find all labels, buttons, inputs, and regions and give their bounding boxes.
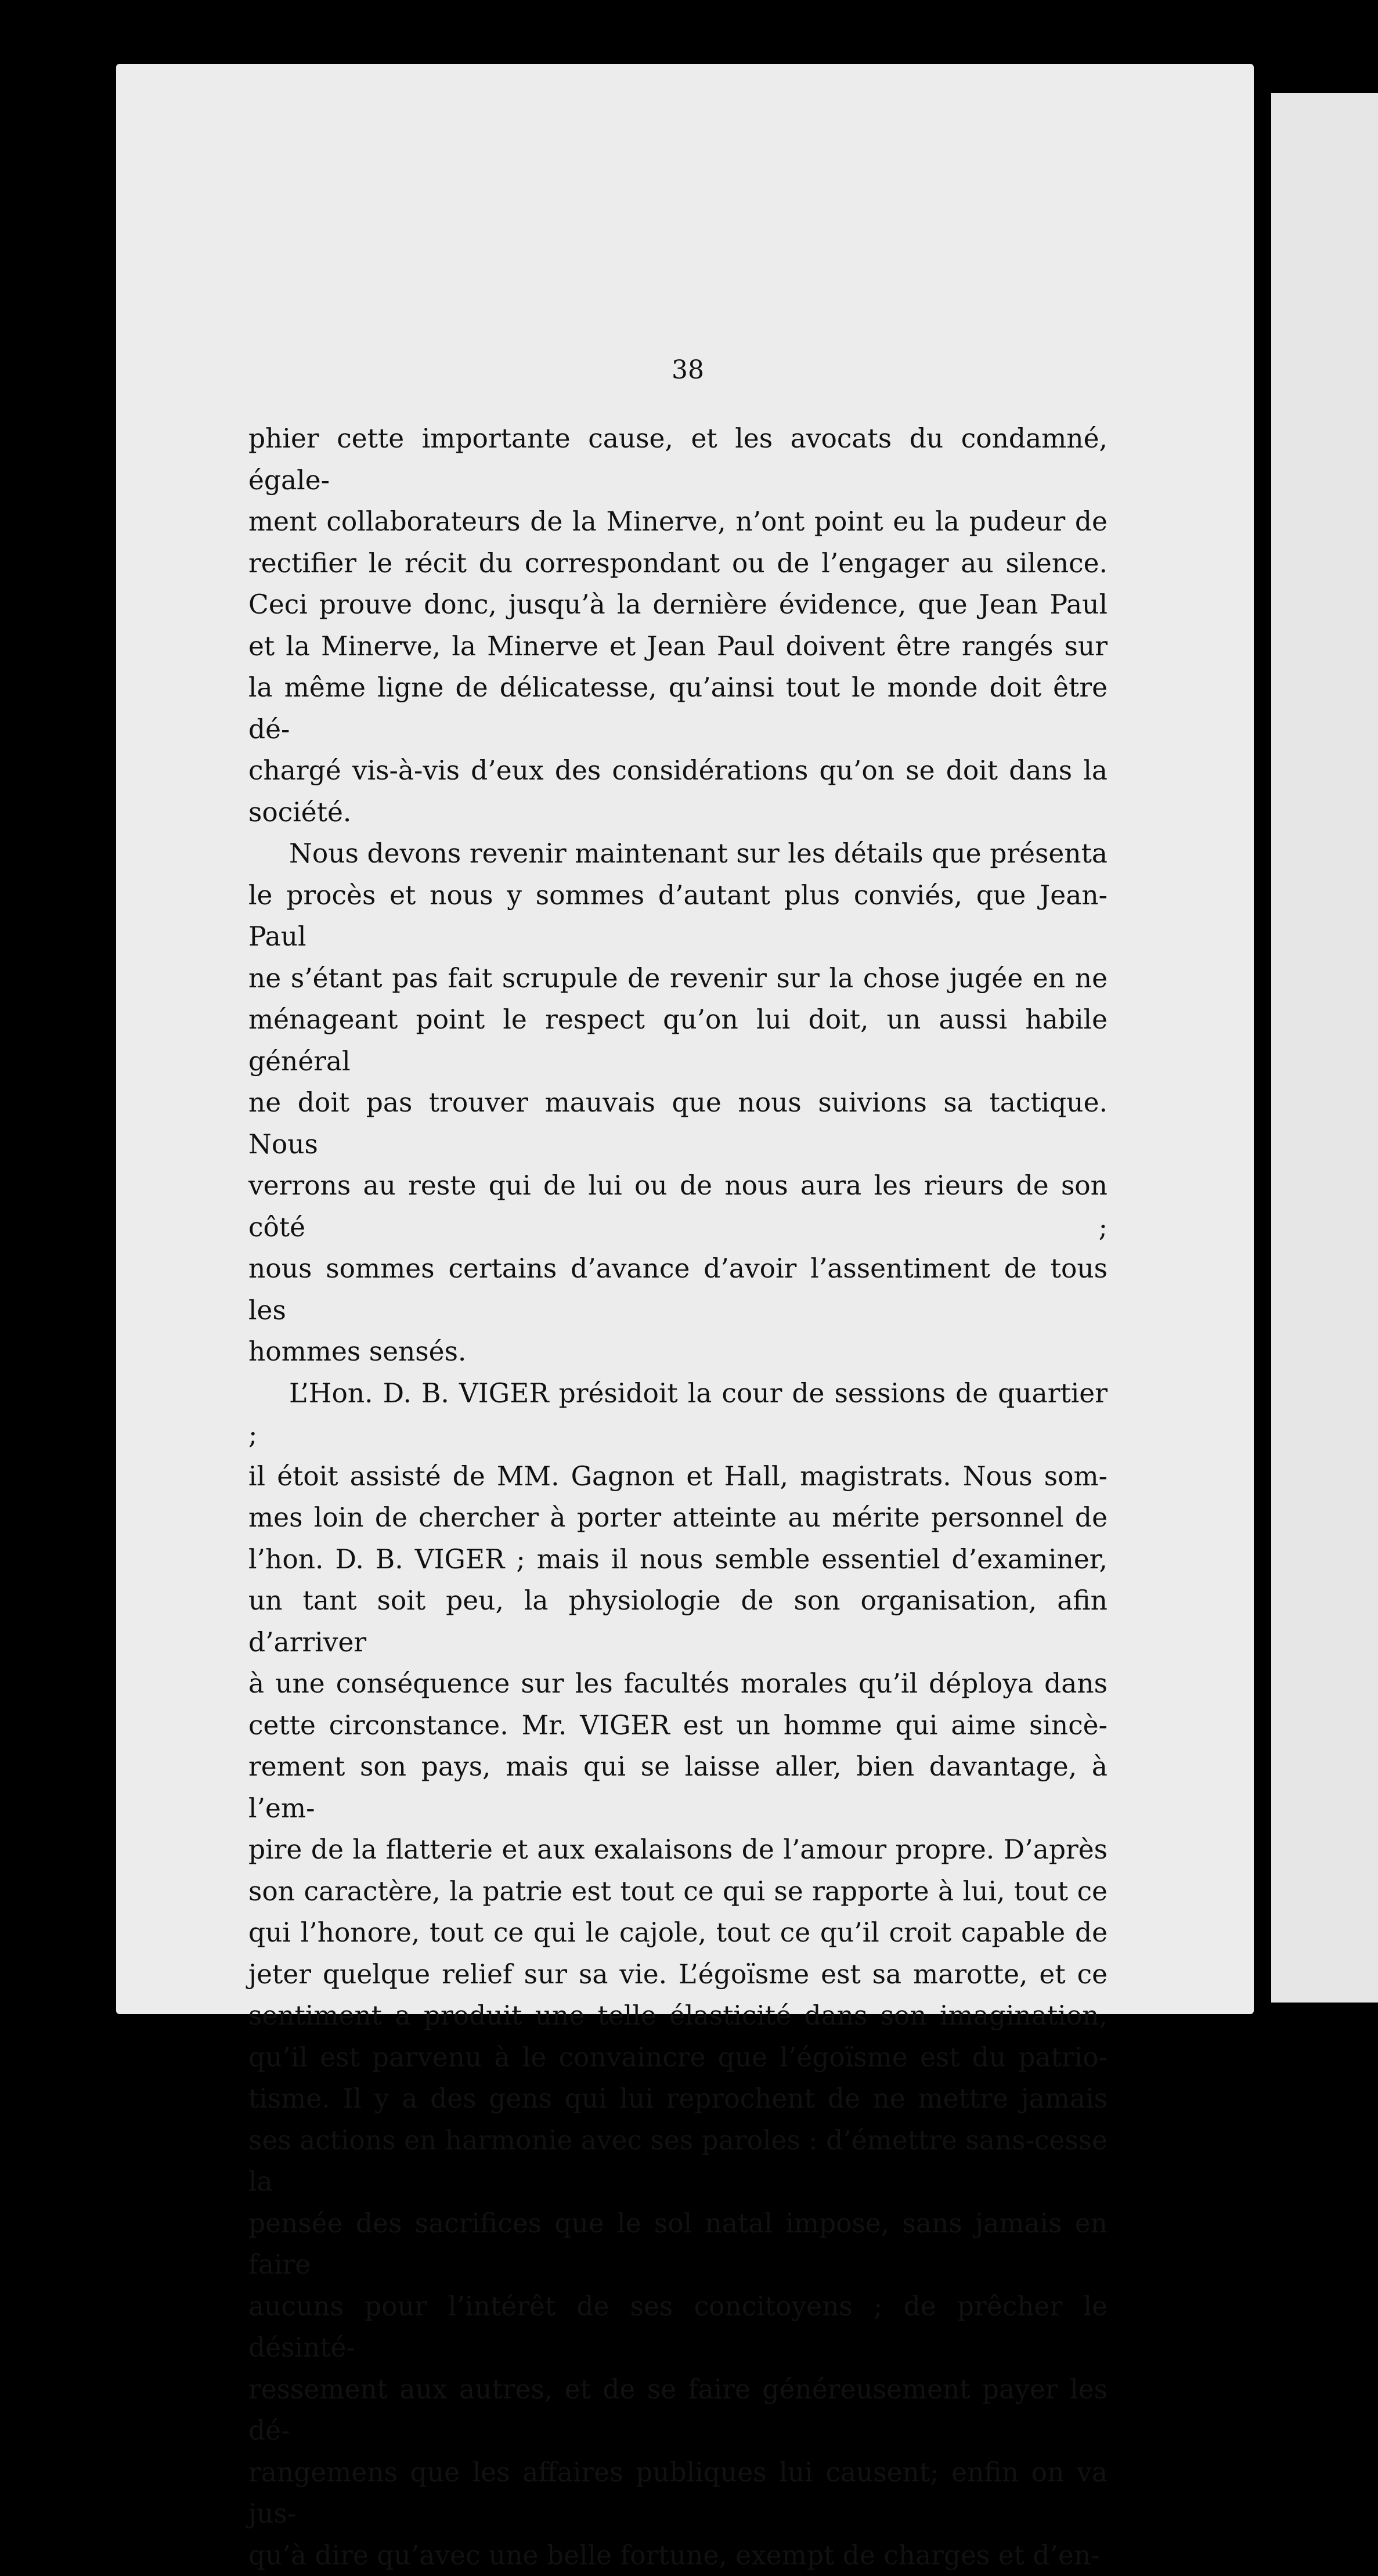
text-line: rectifier le récit du correspondant ou de l’engager au silence. [248, 543, 1108, 585]
text-line: mes loin de chercher à porter atteinte au mérite personnel de [248, 1497, 1108, 1539]
text-line: la même ligne de délicatesse, qu’ainsi tout le monde doit être dé- [248, 667, 1108, 750]
text-line: verrons au reste qui de lui ou de nous aura les rieurs de son côté ; [248, 1165, 1108, 1248]
text-line: nous sommes certains d’avance d’avoir l’assentiment de tous les [248, 1248, 1108, 1331]
text-line: son caractère, la patrie est tout ce qui se rapporte à lui, tout ce [248, 1871, 1108, 1913]
text-line: ne s’étant pas fait scrupule de revenir sur la chose jugée en ne [248, 958, 1108, 1000]
text-line: société. [248, 792, 1108, 834]
text-line: le procès et nous y sommes d’autant plus conviés, que Jean-Paul [248, 875, 1108, 958]
text-line: ressement aux autres, et de se faire généreusement payer les dé- [248, 2369, 1108, 2452]
text-line: ment collaborateurs de la Minerve, n’ont point eu la pudeur de [248, 501, 1108, 543]
text-line: il étoit assisté de MM. Gagnon et Hall, magistrats. Nous som- [248, 1456, 1108, 1498]
text-line: rement son pays, mais qui se laisse aller, bien davantage, à l’em- [248, 1746, 1108, 1829]
text-line: l’hon. D. B. VIGER ; mais il nous semble essentiel d’examiner, [248, 1539, 1108, 1581]
text-line: ménageant point le respect qu’on lui doit, un aussi habile général [248, 999, 1108, 1082]
text-line: cette circonstance. Mr. VIGER est un homme qui aime sincè- [248, 1705, 1108, 1747]
body-text [248, 418, 1108, 2576]
paragraph [248, 418, 1108, 833]
text-line: un tant soit peu, la physiologie de son organisation, afin d’arriver [248, 1580, 1108, 1663]
text-line: sentiment a produit une telle élasticité dans son imagination, [248, 1995, 1108, 2037]
adjacent-page-edge [1271, 93, 1378, 2003]
text-line: jeter quelque relief sur sa vie. L’égoïsme est sa marotte, et ce [248, 1954, 1108, 1996]
text-line: qu’il est parvenu à le convaincre que l’égoïsme est du patrio- [248, 2037, 1108, 2079]
paragraph [248, 833, 1108, 1373]
text-line: ne doit pas trouver mauvais que nous suivions sa tactique. Nous [248, 1082, 1108, 1165]
text-line: chargé vis-à-vis d’eux des considérations qu’on se doit dans la [248, 750, 1108, 792]
text-line: qu’à dire qu’avec une belle fortune, exempt de charges et d’en- [248, 2535, 1108, 2576]
text-line: aucuns pour l’intérêt de ses concitoyens ; de prêcher le désinté- [248, 2286, 1108, 2369]
text-line: Ceci prouve donc, jusqu’à la dernière évidence, que Jean Paul [248, 584, 1108, 626]
text-line: tisme. Il y a des gens qui lui reprochent de ne mettre jamais [248, 2078, 1108, 2120]
text-line: rangemens que les affaires publiques lui causent; enfin on va jus- [248, 2452, 1108, 2535]
text-line: phier cette importante cause, et les avocats du condamné, égale- [248, 418, 1108, 501]
text-line: L’Hon. D. B. VIGER présidoit la cour de sessions de quartier ; [248, 1373, 1108, 1456]
text-line: à une conséquence sur les facultés morales qu’il déploya dans [248, 1663, 1108, 1705]
text-line: ses actions en harmonie avec ses paroles : d’émettre sans-cesse la [248, 2120, 1108, 2203]
paragraph [248, 1373, 1108, 2576]
text-line: pensée des sacrifices que le sol natal impose, sans jamais en faire [248, 2203, 1108, 2286]
text-line: Nous devons revenir maintenant sur les détails que présenta [248, 833, 1108, 875]
text-line: pire de la flatterie et aux exalaisons de l’amour propre. D’après [248, 1829, 1108, 1871]
text-line: hommes sensés. [248, 1331, 1108, 1373]
text-line: et la Minerve, la Minerve et Jean Paul doivent être rangés sur [248, 626, 1108, 668]
text-line: qui l’honore, tout ce qui le cajole, tout ce qu’il croit capable de [248, 1912, 1108, 1954]
page-number: 38 [662, 355, 714, 385]
